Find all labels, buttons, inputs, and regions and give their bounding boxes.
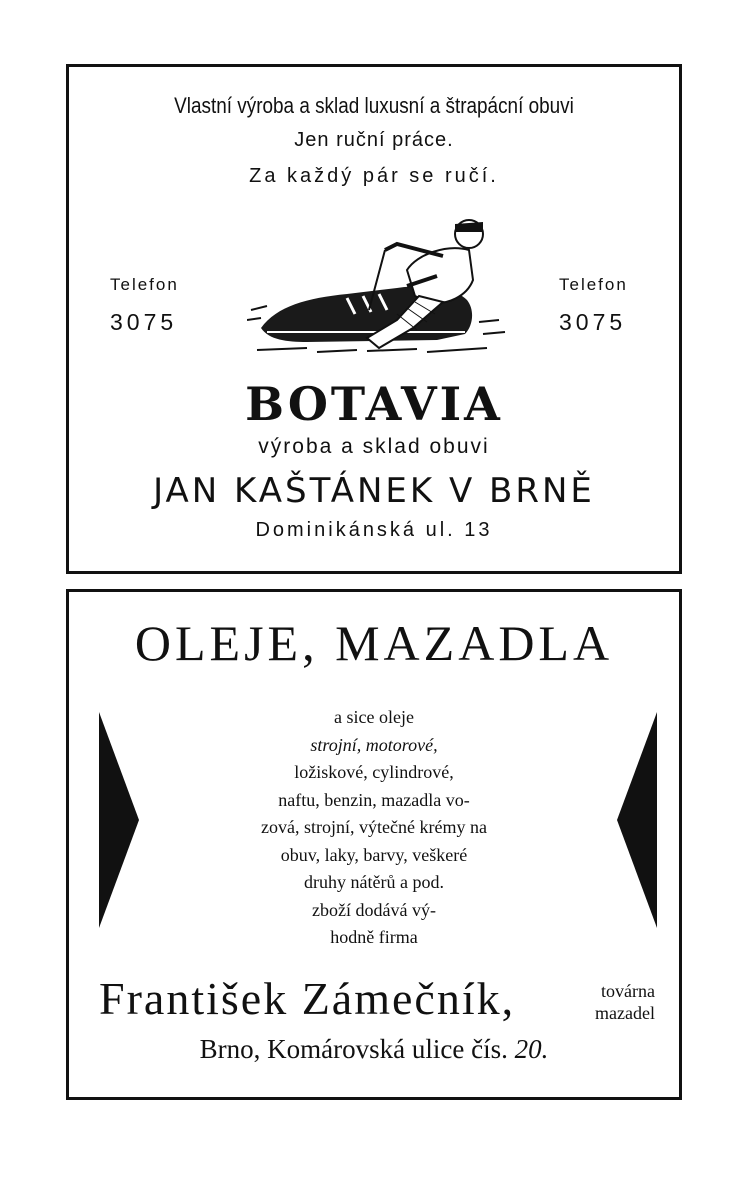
phone-block-right	[559, 275, 628, 336]
phone-number: 3075	[110, 309, 178, 335]
botavia-advertisement	[66, 64, 682, 574]
phone-label: Telefon	[110, 275, 179, 294]
description-line: strojní, motorové,	[310, 734, 438, 755]
brand-subtitle: výroba a sklad obuvi	[258, 435, 490, 458]
headline: OLEJE, MAZADLA	[134, 615, 614, 671]
description-line: ložiskové, cylindrové,	[294, 762, 454, 782]
tagline-guarantee: Za každý pár se ručí.	[249, 165, 499, 187]
description-line: zboží dodává vý-	[312, 899, 436, 920]
shop-address: Dominikánská ul. 13	[255, 519, 493, 541]
address-street: Brno, Komárovská ulice čís.	[199, 1034, 508, 1064]
oils-advertisement	[66, 589, 682, 1100]
company-address	[69, 1034, 679, 1065]
tagline-handmade: Jen ruční práce.	[294, 129, 454, 151]
tagline-production: Vlastní výroba a sklad luxusní a štrapácní obuvi	[174, 93, 574, 118]
company-kind	[575, 980, 655, 1024]
phone-label: Telefon	[559, 275, 628, 294]
description-line: zová, strojní, výtečné krémy na	[261, 817, 487, 837]
phone-number: 3075	[559, 309, 627, 335]
phone-block-left	[110, 275, 179, 336]
shoemaker-illustration	[247, 210, 509, 362]
company-name: František Zámečník,	[99, 973, 516, 1024]
company-kind-line: mazadel	[595, 1003, 655, 1023]
description-line: hodně firma	[330, 927, 418, 947]
description-line: a sice oleje	[334, 707, 414, 727]
owner-name: JAN KAŠTÁNEK V BRNĚ	[153, 471, 595, 511]
company-kind-line: továrna	[601, 981, 655, 1001]
address-number: 20.	[514, 1034, 549, 1064]
product-description	[69, 704, 679, 952]
description-line: obuv, laky, barvy, veškeré	[280, 844, 468, 865]
description-line: druhy nátěrů a pod.	[304, 872, 444, 892]
description-line: naftu, benzin, mazadla vo-	[278, 789, 470, 810]
brand-name: BOTAVIA	[245, 377, 503, 431]
